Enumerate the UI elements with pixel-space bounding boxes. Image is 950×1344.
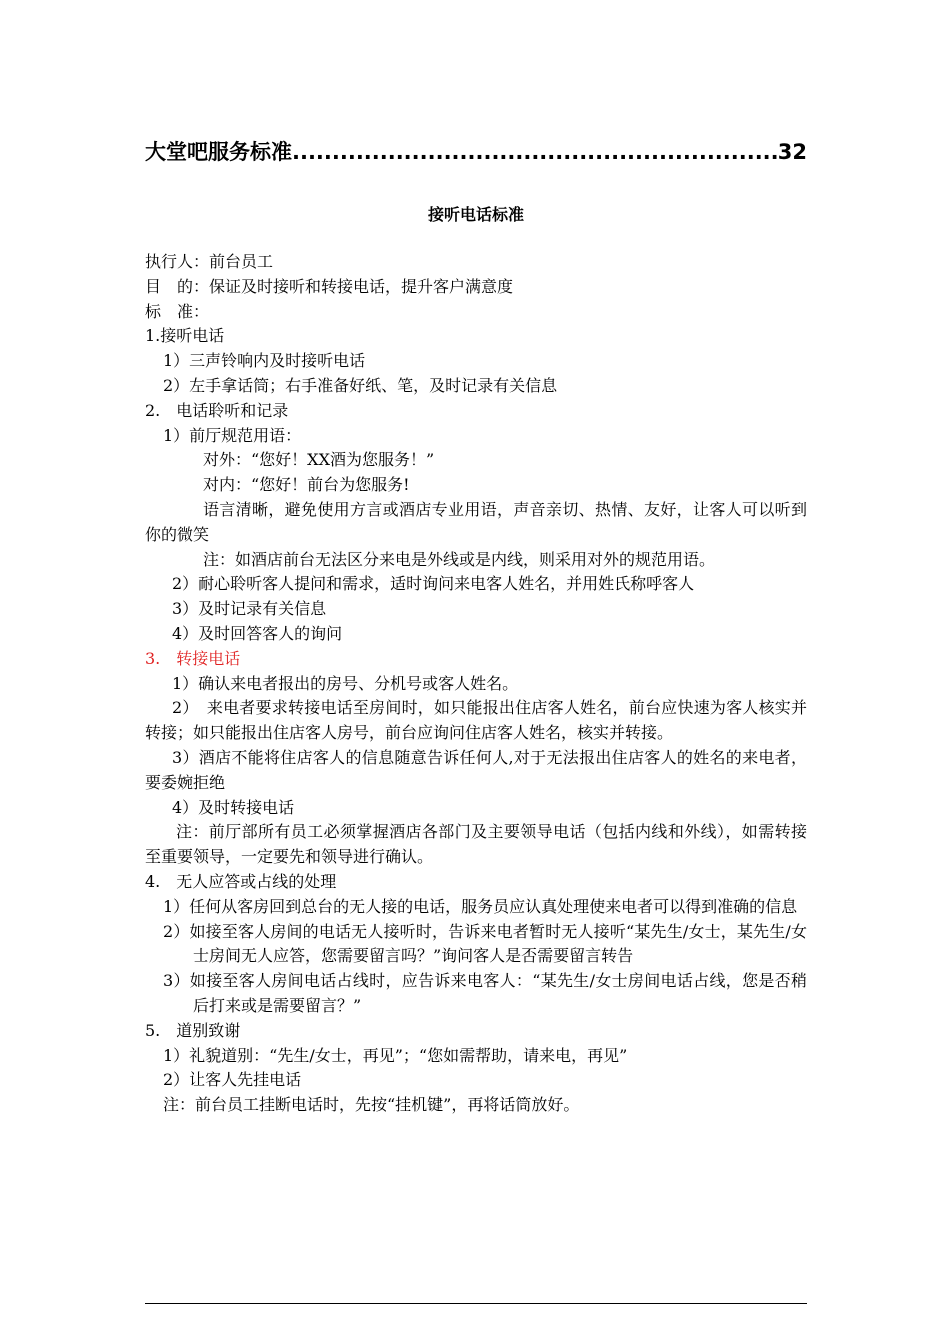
section-2-heading: 2. 电话聆听和记录 bbox=[145, 400, 289, 420]
document-body bbox=[145, 250, 807, 1118]
purpose-line: 目 的：保证及时接听和转接电话，提升客户满意度 bbox=[145, 276, 514, 296]
section-3-item-1: 1）确认来电者报出的房号、分机号或客人姓名。 bbox=[172, 673, 519, 693]
section-1-item-1: 1）三声铃响内及时接听电话 bbox=[163, 351, 366, 371]
section-5-item-1: 1）礼貌道别：“先生/女士，再见”；“您如需帮助，请来电，再见” bbox=[163, 1045, 628, 1065]
section-3-item-4: 4）及时转接电话 bbox=[172, 797, 295, 817]
section-2-item-4: 4）及时回答客人的询问 bbox=[172, 623, 343, 643]
section-1-item-2: 2）左手拿话筒；右手准备好纸、笔，及时记录有关信息 bbox=[163, 375, 558, 395]
section-5-item-2: 2）让客人先挂电话 bbox=[163, 1070, 302, 1090]
document-title: 接听电话标准 bbox=[427, 205, 524, 224]
standard-line: 标 准： bbox=[145, 301, 210, 321]
section-2-external-greeting: 对外：“您好！XX酒为您服务！” bbox=[203, 450, 435, 470]
toc-leader-dots bbox=[292, 138, 778, 166]
section-5-note: 注：前台员工挂断电话时，先按“挂机键”，再将话筒放好。 bbox=[163, 1095, 580, 1115]
section-3-item-3: 3）酒店不能将住店客人的信息随意告诉任何人,对于无法报出住店客人的姓名的来电者，要委婉拒绝 bbox=[145, 747, 807, 792]
section-3-note: 注：前厅部所有员工必须掌握酒店各部门及主要领导电话（包括内线和外线），如需转接至重要领导，一定要先和领导进行确认。 bbox=[145, 822, 807, 867]
section-4-item-3: 3）如接至客人房间电话占线时，应告诉来电客人：“某先生/女士房间电话占线，您是否稍后打来或是需要留言？” bbox=[163, 971, 807, 1015]
executor-line: 执行人：前台员工 bbox=[145, 252, 274, 271]
section-3-heading: 3. 转接电话 bbox=[145, 648, 241, 668]
toc-page-number: 32 bbox=[777, 140, 807, 164]
toc-entry-title: 大堂吧服务标准 bbox=[145, 140, 292, 164]
section-4-item-1: 1）任何从客房回到总台的无人接的电话，服务员应认真处理使来电者可以得到准确的信息 bbox=[163, 896, 798, 916]
section-2-language-note: 语言清晰，避免使用方言或酒店专业用语，声音亲切、热情、友好，让客人可以听到你的微笑 bbox=[145, 499, 807, 544]
toc-entry[interactable] bbox=[145, 138, 807, 166]
footer-rule bbox=[145, 1303, 807, 1304]
section-4-item-2: 2）如接至客人房间的电话无人接听时，告诉来电者暂时无人接听“某先生/女士，某先生/女士房间无人应答，您需要留言吗？”询问客人是否需要留言转告 bbox=[163, 921, 807, 966]
section-1-heading: 1.接听电话 bbox=[145, 326, 225, 346]
section-2-item-1: 1）前厅规范用语： bbox=[163, 425, 302, 445]
section-5-heading: 5. 道别致谢 bbox=[145, 1020, 241, 1040]
section-4-heading: 4. 无人应答或占线的处理 bbox=[145, 871, 337, 891]
section-2-internal-greeting: 对内：“您好！前台为您服务! bbox=[203, 475, 410, 495]
section-2-item-3: 3）及时记录有关信息 bbox=[172, 599, 327, 619]
section-2-note: 注：如酒店前台无法区分来电是外线或是内线，则采用对外的规范用语。 bbox=[203, 549, 716, 569]
section-2-item-2: 2）耐心聆听客人提问和需求，适时询问来电客人姓名，并用姓氏称呼客人 bbox=[172, 574, 695, 594]
section-3-item-2: 2） 来电者要求转接电话至房间时，如只能报出住店客人姓名，前台应快速为客人核实并转接；如只能报出住店客人房号，前台应询问住店客人姓名，核实并转接。 bbox=[145, 698, 807, 743]
